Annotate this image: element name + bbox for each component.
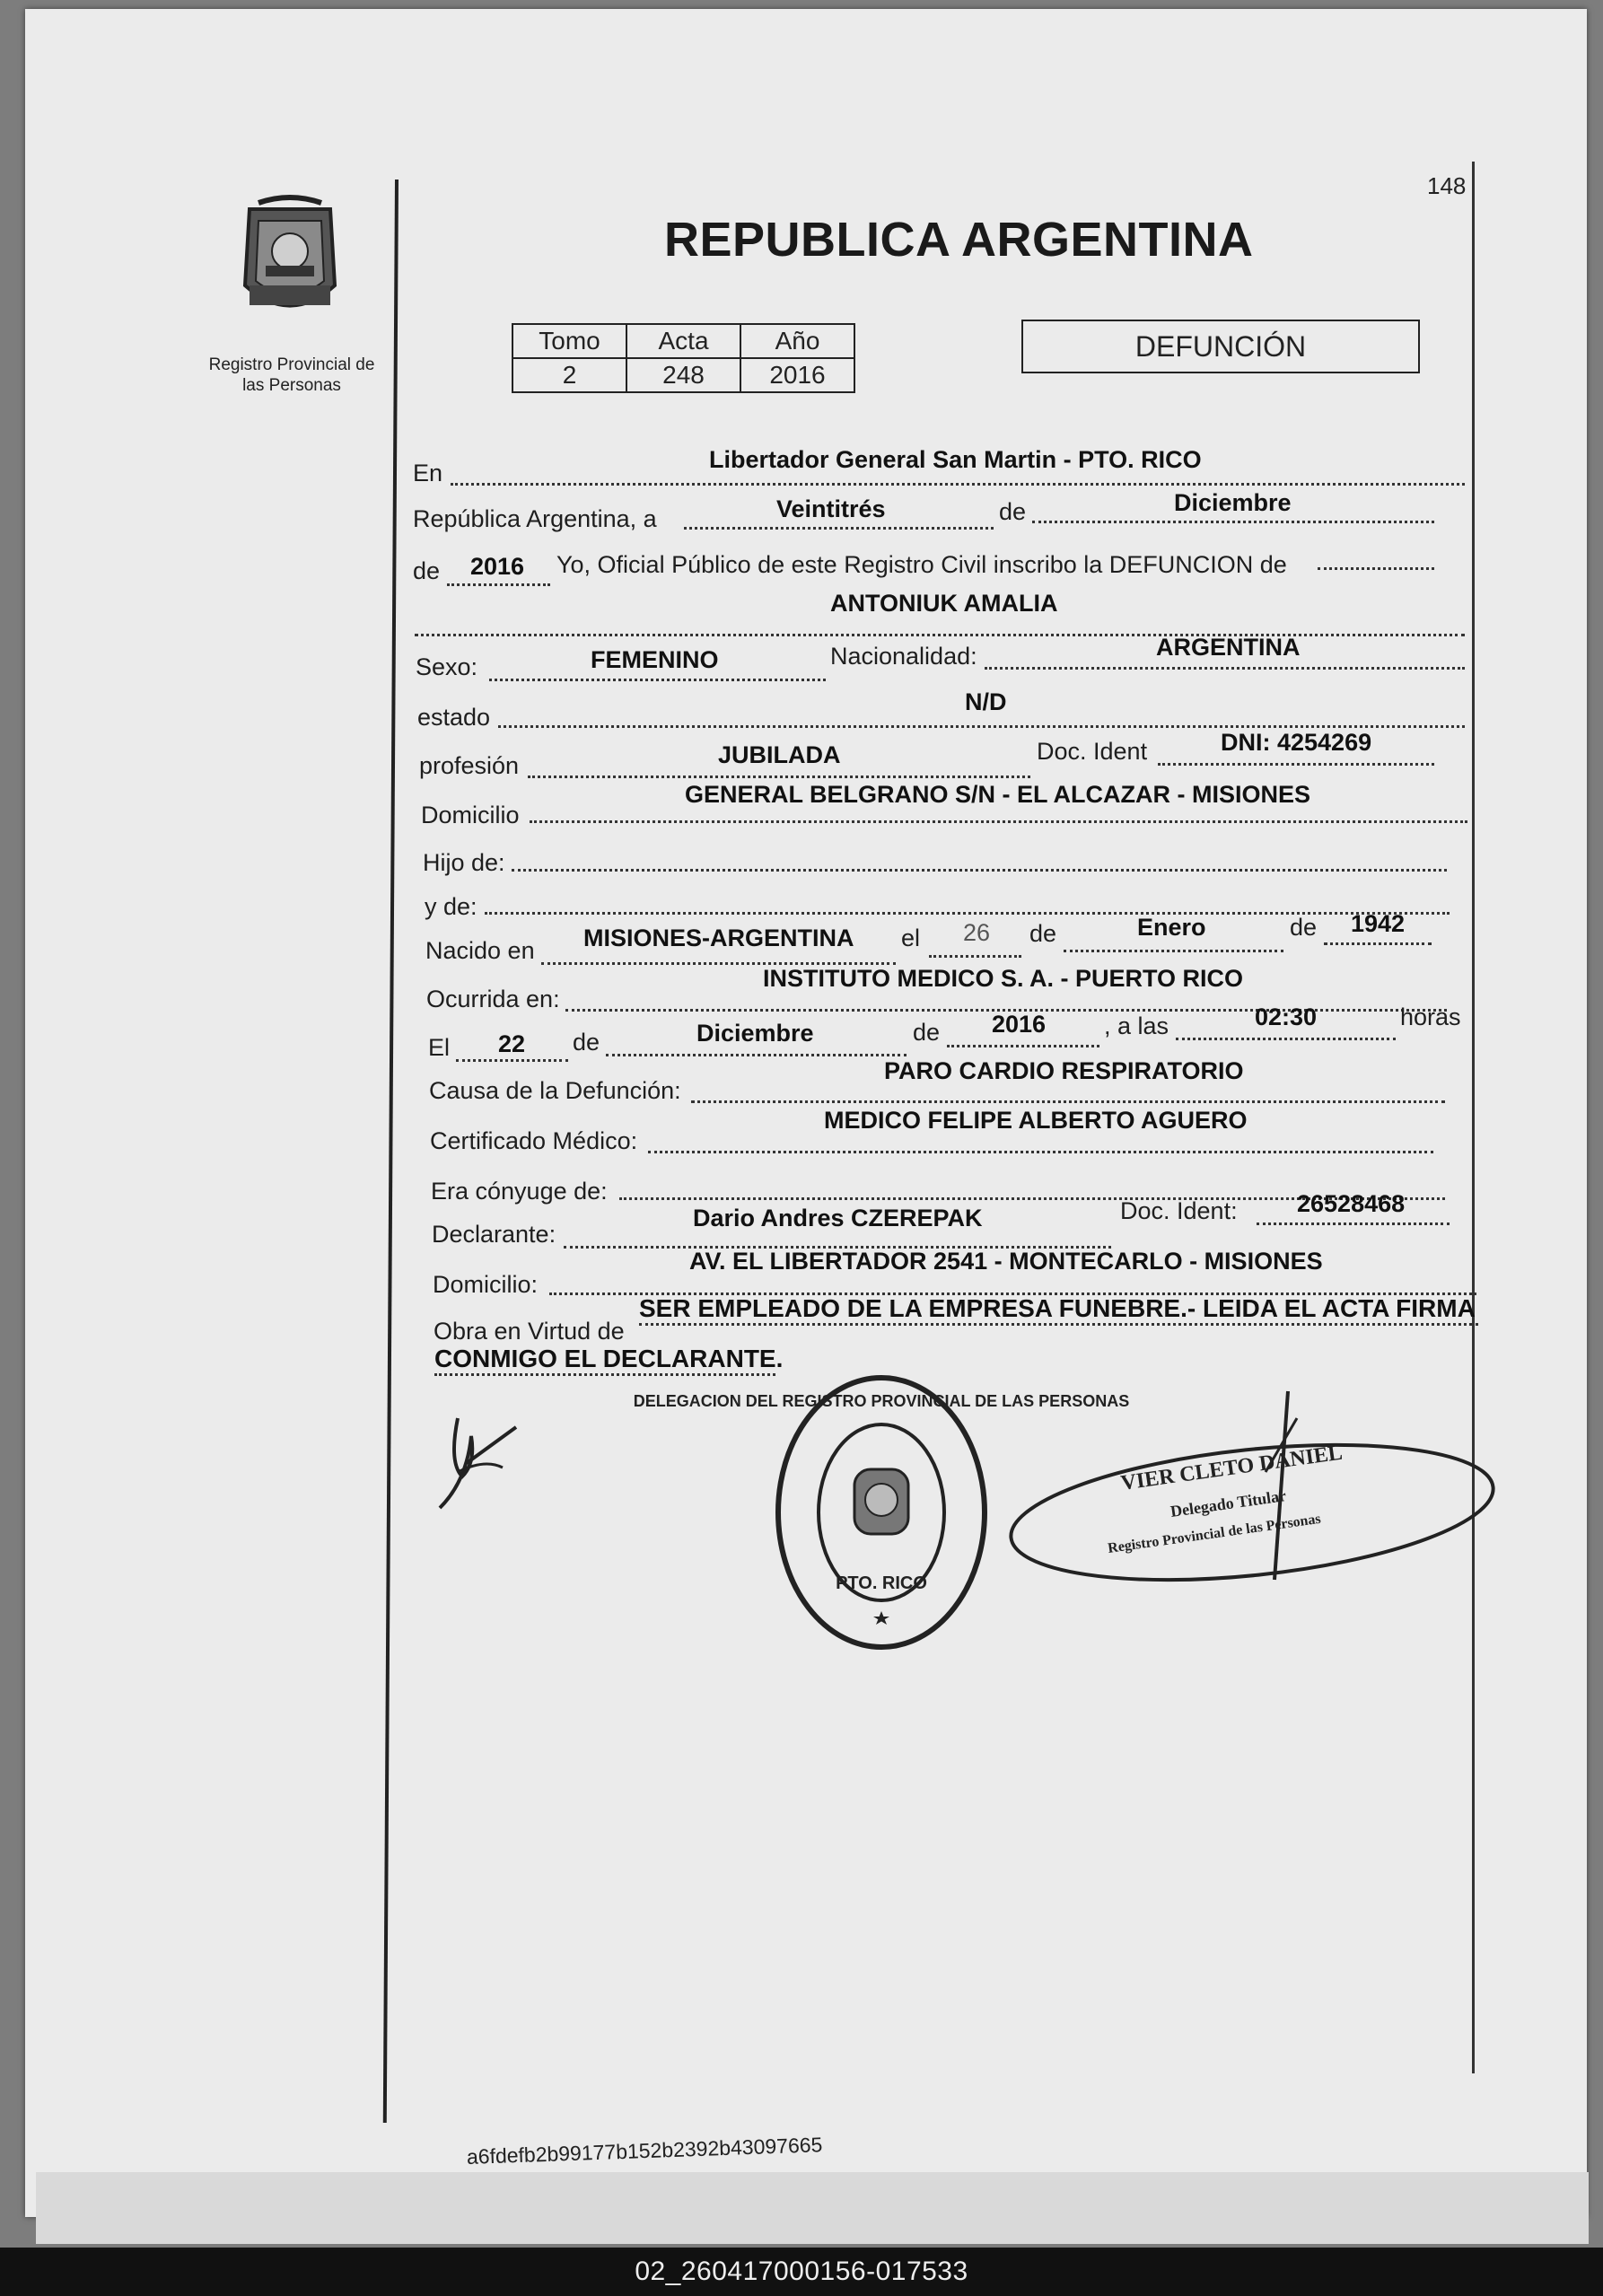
- ano-value: 2016: [470, 553, 525, 580]
- anio-value: 2016: [740, 358, 854, 392]
- def-ano-value: 2016: [992, 1011, 1047, 1038]
- nac-de2-label: de: [1290, 914, 1318, 941]
- obra-value-line1: SER EMPLEADO DE LA EMPRESA FUNEBRE.- LEIDA EL ACTA FIRMA: [639, 1294, 1476, 1322]
- domicilio-value: GENERAL BELGRANO S/N - EL ALCAZAR - MISIONES: [685, 781, 1311, 808]
- hora-line: [1176, 1038, 1396, 1040]
- causa-value: PARO CARDIO RESPIRATORIO: [884, 1057, 1244, 1084]
- tomo-label: Tomo: [512, 324, 626, 358]
- inscription-text: Yo, Oficial Público de este Registro Civil inscribo la DEFUNCION de: [556, 551, 1287, 578]
- obra-line1: [639, 1323, 1478, 1326]
- doc-value: DNI: 4254269: [1221, 729, 1372, 756]
- sexo-label: Sexo:: [416, 653, 478, 680]
- mes-value: Diciembre: [1174, 489, 1292, 516]
- estado-line: [498, 725, 1465, 728]
- nac-ano-value: 1942: [1351, 910, 1406, 937]
- decl-doc-value: 26528468: [1297, 1190, 1406, 1217]
- nacionalidad-line: [985, 667, 1465, 670]
- de-label: de: [999, 498, 1027, 525]
- obra-value-line2: CONMIGO EL DECLARANTE.: [434, 1345, 784, 1372]
- decl-doc-label: Doc. Ident:: [1120, 1197, 1238, 1224]
- nac-mes-line: [1064, 950, 1283, 952]
- dia-line: [684, 527, 994, 530]
- de2-label: de: [413, 557, 441, 584]
- en-value: Libertador General San Martin - PTO. RICO: [709, 446, 1202, 473]
- document-hash: a6fdefb2b99177b152b2392b43097665: [466, 2133, 823, 2169]
- stamp-place: PTO. RICO: [836, 1573, 927, 1593]
- hora-value: 02:30: [1255, 1003, 1318, 1030]
- doc-label: Doc. Ident: [1037, 738, 1148, 765]
- decl-doc-line: [1257, 1222, 1450, 1225]
- estado-value: N/D: [965, 688, 1007, 715]
- republica-label: República Argentina, a: [413, 505, 657, 532]
- hijo-label: Hijo de:: [423, 849, 505, 876]
- el-label: el: [901, 925, 921, 951]
- ocurrida-label: Ocurrida en:: [426, 986, 560, 1012]
- yde-label: y de:: [425, 893, 477, 920]
- registry-stamp: [633, 1369, 1130, 1656]
- nacionalidad-label: Nacionalidad:: [830, 643, 977, 670]
- obra-label: Obra en Virtud de: [434, 1318, 625, 1345]
- profesion-line: [528, 776, 1030, 778]
- nac-dia-line: [929, 955, 1021, 958]
- estado-label: estado: [417, 704, 491, 731]
- inscription-line: [1318, 567, 1434, 570]
- ano-line: [447, 583, 550, 586]
- certificado-line: [648, 1151, 1433, 1153]
- obra-line2: [434, 1373, 775, 1376]
- registry-label-line1: Registro Provincial de: [208, 355, 375, 374]
- nacido-label: Nacido en: [425, 937, 535, 964]
- sexo-value: FEMENINO: [591, 646, 719, 673]
- acta-label: Acta: [626, 324, 740, 358]
- province-crest-icon: [232, 196, 348, 330]
- registry-label: [202, 355, 381, 396]
- en-line: [451, 483, 1465, 486]
- signer-name: VIER CLETO DANIEL: [1119, 1441, 1345, 1495]
- profesion-label: profesión: [419, 752, 520, 779]
- anio-label: Año: [740, 324, 854, 358]
- conyuge-label: Era cónyuge de:: [431, 1178, 608, 1205]
- declarante-label: Declarante:: [432, 1221, 556, 1248]
- causa-label: Causa de la Defunción:: [429, 1077, 681, 1104]
- right-rule: [1472, 162, 1475, 2073]
- record-reference-table: [512, 323, 855, 393]
- nac-dia-value: 26: [963, 919, 991, 946]
- dia-value: Veintitrés: [776, 495, 886, 522]
- page-number: 148: [1427, 172, 1467, 199]
- sexo-line: [489, 679, 826, 681]
- nac-ano-line: [1324, 942, 1432, 945]
- doc-line: [1158, 763, 1434, 766]
- causa-line: [691, 1100, 1445, 1103]
- acta-value: 248: [626, 358, 740, 392]
- decl-domicilio-label: Domicilio:: [433, 1271, 539, 1298]
- domicilio-label: Domicilio: [421, 802, 520, 828]
- nacido-value: MISIONES-ARGENTINA: [583, 925, 854, 951]
- nacionalidad-value: ARGENTINA: [1156, 634, 1301, 661]
- document-title: REPUBLICA ARGENTINA: [664, 213, 1254, 267]
- declarante-value: Dario Andres CZEREPAK: [693, 1205, 983, 1231]
- def-ano-line: [947, 1045, 1099, 1047]
- nac-de-label: de: [1029, 920, 1057, 947]
- certificado-label: Certificado Médico:: [430, 1127, 638, 1154]
- horas-label: horas: [1400, 1003, 1461, 1030]
- nac-mes-value: Enero: [1137, 914, 1206, 941]
- initials-signature: [431, 1409, 530, 1517]
- alas-label: , a las: [1104, 1012, 1169, 1039]
- stamp-text: DELEGACION DEL REGISTRO PROVINCIAL DE LAS PERSONAS: [633, 1392, 1130, 1410]
- delegate-signature-stamp: [978, 1391, 1481, 1616]
- footer-code: 02_260417000156-017533: [635, 2257, 968, 2286]
- signer-office: Registro Provincial de las Personas: [1107, 1511, 1322, 1556]
- def-mes-value: Diciembre: [696, 1020, 814, 1047]
- deceased-name: ANTONIUK AMALIA: [830, 590, 1058, 617]
- def-de-label: de: [573, 1029, 600, 1056]
- certificado-value: MEDICO FELIPE ALBERTO AGUERO: [824, 1107, 1248, 1134]
- en-label: En: [413, 460, 443, 486]
- ocurrida-value: INSTITUTO MEDICO S. A. - PUERTO RICO: [763, 965, 1244, 992]
- def-dia-value: 22: [498, 1030, 526, 1057]
- def-dia-line: [456, 1059, 568, 1062]
- tomo-value: 2: [512, 358, 626, 392]
- domicilio-line: [530, 820, 1467, 823]
- signer-role: Delegado Titular: [1169, 1486, 1288, 1520]
- profesion-value: JUBILADA: [718, 741, 841, 768]
- underlying-sheet: [36, 2172, 1589, 2244]
- name-line: [415, 634, 1465, 636]
- decl-domicilio-value: AV. EL LIBERTADOR 2541 - MONTECARLO - MISIONES: [689, 1248, 1323, 1275]
- record-type-box: DEFUNCIÓN: [1021, 320, 1420, 373]
- def-mes-line: [606, 1054, 907, 1056]
- mes-line: [1032, 521, 1434, 523]
- registry-label-line2: las Personas: [242, 376, 341, 395]
- def-de2-label: de: [913, 1019, 941, 1046]
- el2-label: El: [428, 1034, 451, 1061]
- hijo-line: [512, 869, 1447, 872]
